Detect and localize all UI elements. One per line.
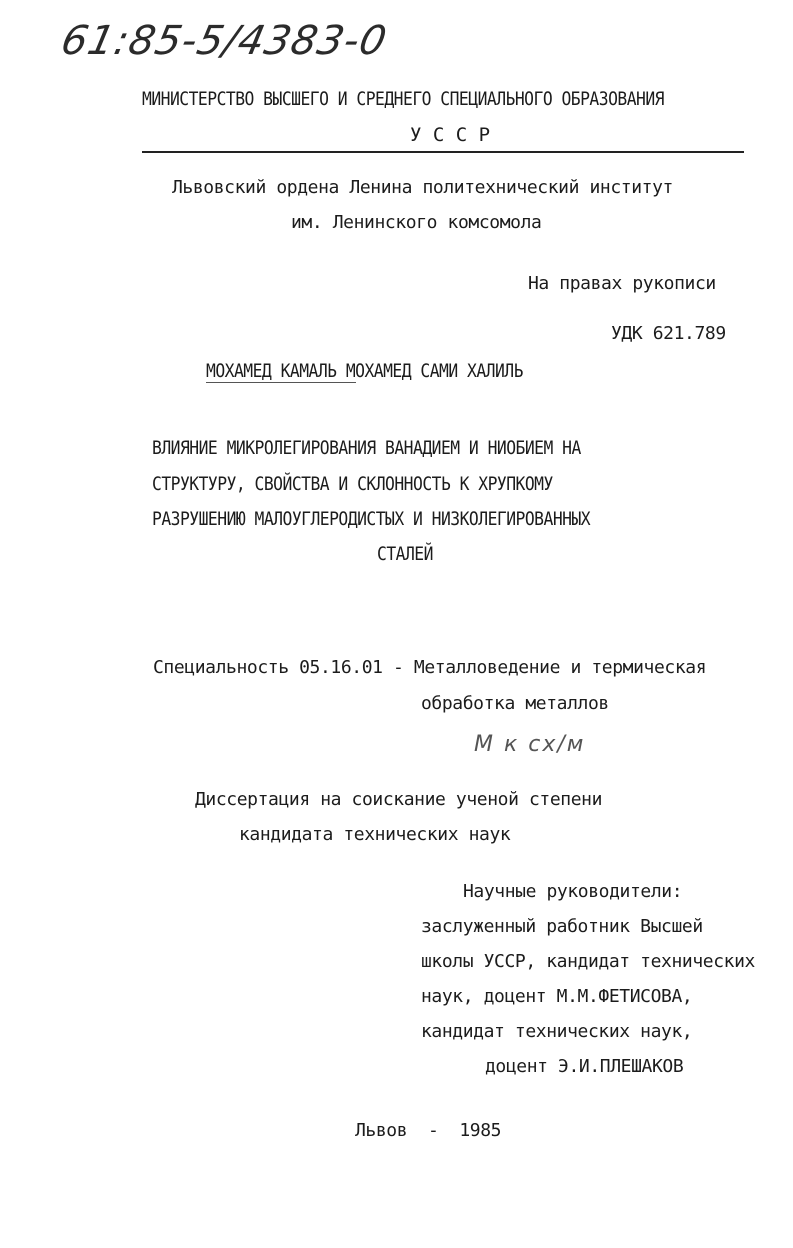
dissertation-line-1: Диссертация на соискание ученой степени xyxy=(195,789,603,810)
republic-heading: У С С Р xyxy=(410,124,491,146)
author-name: МОХАМЕД КАМАЛЬ МОХАМЕД САМИ ХАЛИЛЬ xyxy=(206,360,523,382)
author-underline xyxy=(206,382,356,383)
advisor-line-5: доцент Э.И.ПЛЕШАКОВ xyxy=(485,1056,684,1077)
ministry-heading: МИНИСТЕРСТВО ВЫСШЕГО И СРЕДНЕГО СПЕЦИАЛЬНОГО ОБРАЗОВАНИЯ xyxy=(142,88,665,110)
advisors-heading: Научные руководители: xyxy=(463,881,683,902)
manuscript-note: На правах рукописи xyxy=(528,273,716,294)
advisor-line-1: заслуженный работник Высшей xyxy=(421,916,703,937)
archive-handwritten-mark: 61:85-5/4383-0 xyxy=(57,18,392,64)
city-year: Львов - 1985 xyxy=(355,1120,502,1141)
dissertation-line-2: кандидата технических наук xyxy=(239,824,511,845)
institute-line-1: Львовский ордена Ленина политехнический институт xyxy=(172,177,673,198)
institute-line-2: им. Ленинского комсомола xyxy=(291,212,542,233)
advisor-line-3: наук, доцент М.М.ФЕТИСОВА, xyxy=(421,986,693,1007)
advisor-line-4: кандидат технических наук, xyxy=(421,1021,693,1042)
thesis-title-line-1: ВЛИЯНИЕ МИКРОЛЕГИРОВАНИЯ ВАНАДИЕМ И НИОБИЕМ НА xyxy=(152,437,581,459)
header-rule xyxy=(142,151,744,153)
handwritten-annotation: М к сх/м xyxy=(474,732,586,757)
advisor-line-2: школы УССР, кандидат технических xyxy=(421,951,755,972)
thesis-title-line-4: СТАЛЕЙ xyxy=(377,543,433,565)
udc-code: УДК 621.789 xyxy=(611,323,726,344)
specialty-line-2: обработка металлов xyxy=(421,693,609,714)
specialty-line-1: Специальность 05.16.01 - Металловедение и термическая xyxy=(153,657,707,678)
thesis-title-line-3: РАЗРУШЕНИЮ МАЛОУГЛЕРОДИСТЫХ И НИЗКОЛЕГИРОВАННЫХ xyxy=(152,508,591,530)
thesis-title-line-2: СТРУКТУРУ, СВОЙСТВА И СКЛОННОСТЬ К ХРУПКОМУ xyxy=(152,473,553,495)
